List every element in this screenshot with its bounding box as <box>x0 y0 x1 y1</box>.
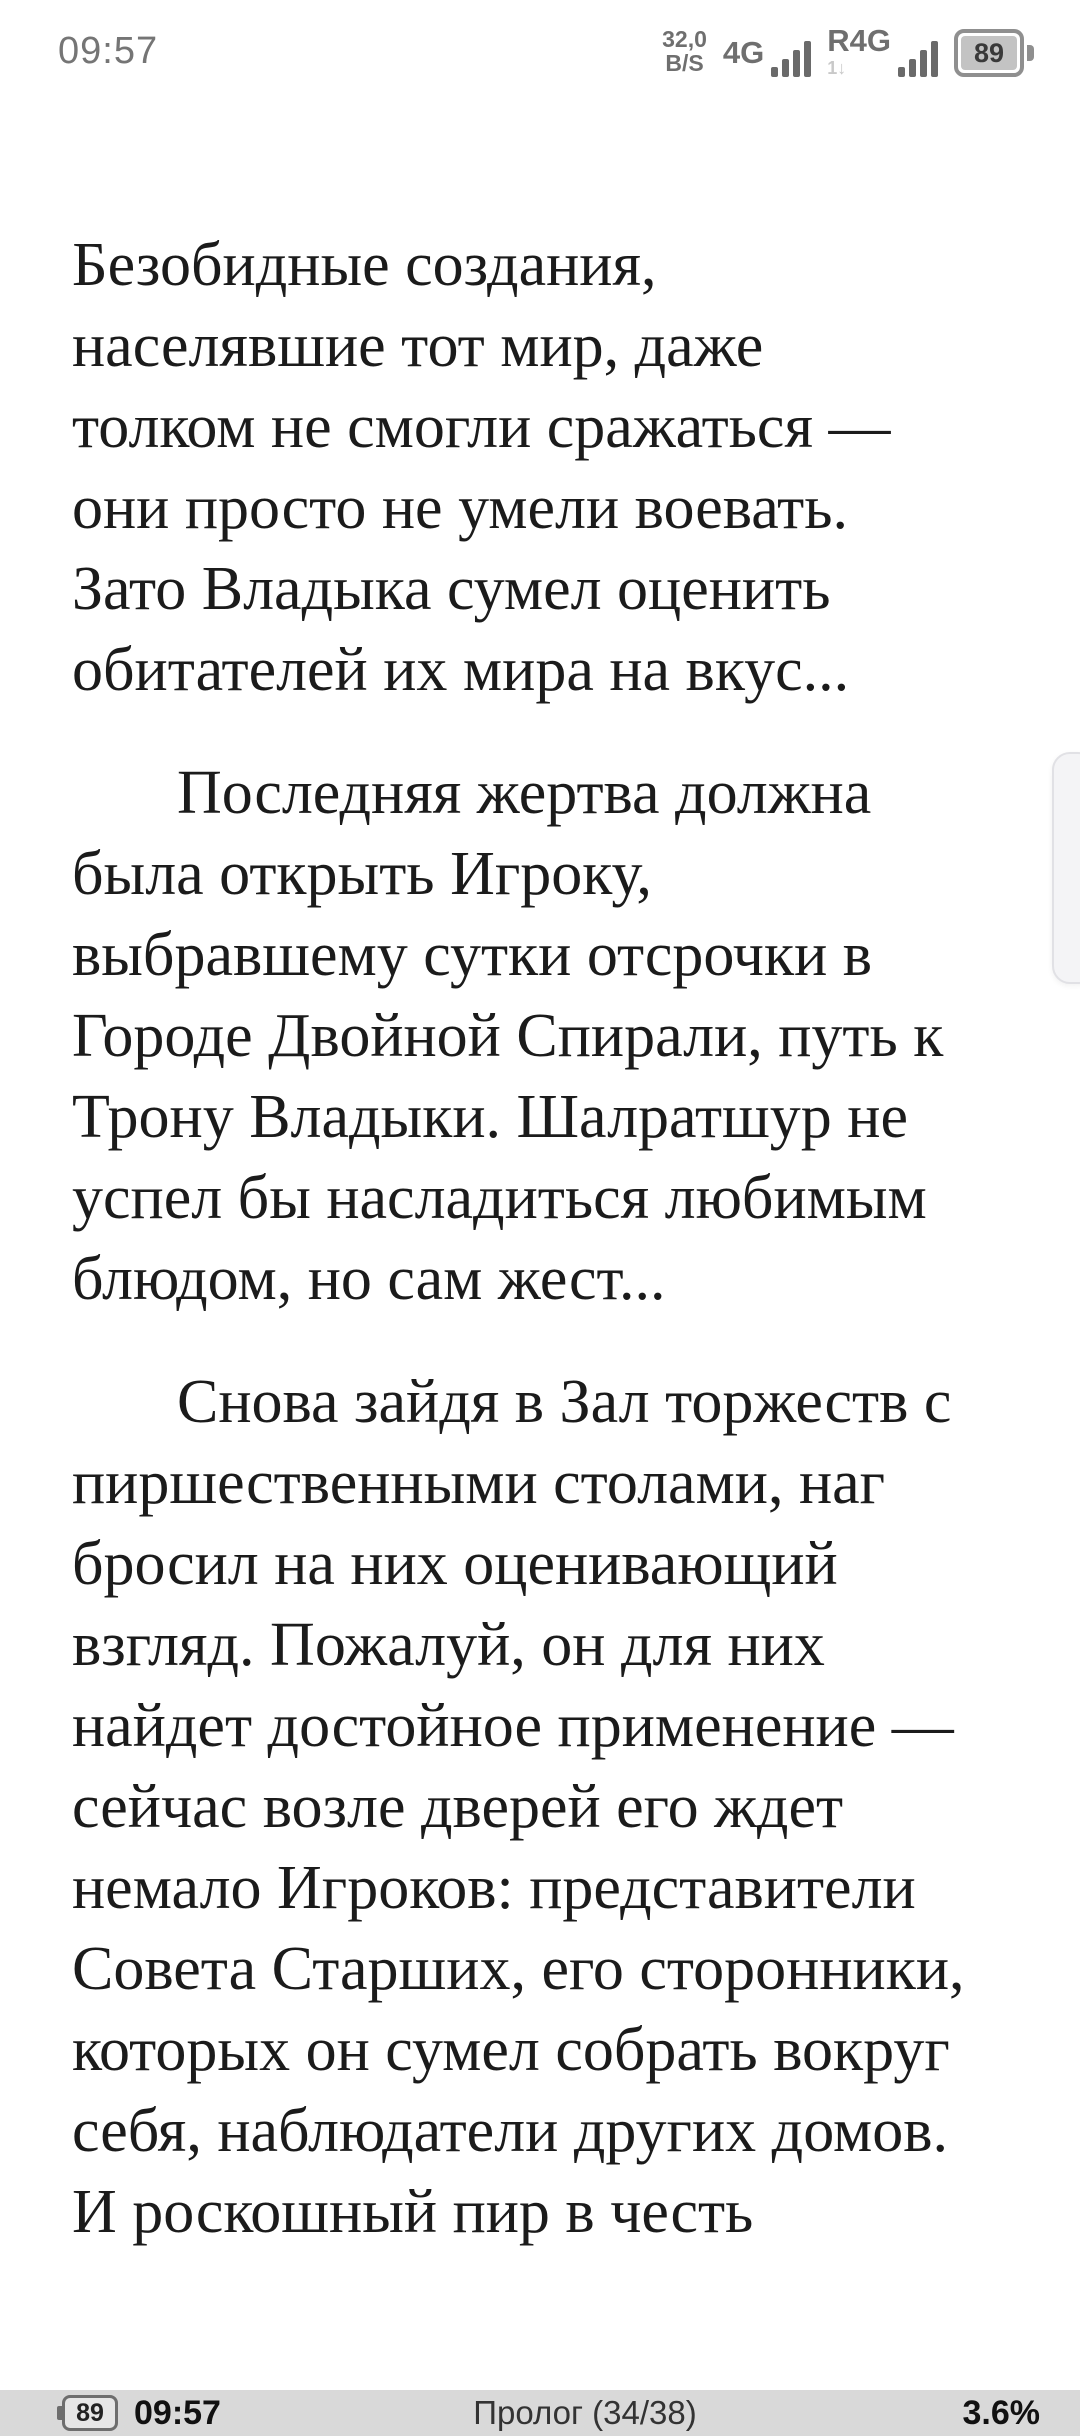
reader-status-bar <box>0 2390 1080 2436</box>
text-line: сейчас возле дверей его ждет <box>72 1773 844 1841</box>
text-line: И роскошный пир в честь <box>72 2178 754 2246</box>
text-line: выбравшему сутки отсрочки в <box>72 921 873 989</box>
book-progress-percent: 3.6% <box>962 2393 1040 2432</box>
text-line: Зато Владыка сумел оценить <box>72 555 831 623</box>
footer-battery-percent: 89 <box>76 2398 104 2427</box>
text-line: бросил на них оценивающий <box>72 1530 838 1598</box>
text-line: успел бы насладиться любимым <box>72 1164 927 1232</box>
text-line: Городе Двойной Спирали, путь к <box>72 1002 944 1070</box>
text-line: которых он сумел собрать вокруг <box>72 2016 950 2084</box>
battery-nub <box>57 2406 62 2420</box>
battery-icon <box>62 2395 118 2431</box>
text-line: себя, наблюдатели других домов. <box>72 2097 949 2165</box>
text-line: немало Игроков: представители <box>72 1854 916 1922</box>
network-speed-indicator <box>662 27 707 77</box>
footer-left-group <box>62 2394 221 2433</box>
paragraph <box>72 753 1020 1320</box>
text-line: толком не смогли сражаться — <box>72 393 891 461</box>
sim1-signal <box>723 37 811 77</box>
text-line: населявшие тот мир, даже <box>72 312 764 380</box>
battery-nub <box>1027 45 1034 61</box>
footer-time: 09:57 <box>134 2393 221 2432</box>
text-line: найдет достойное применение — <box>72 1692 954 1760</box>
sim2-signal <box>827 25 938 77</box>
net-speed-unit: B/S <box>665 50 704 76</box>
data-activity-arrow-icon: 1↓ <box>827 58 847 78</box>
text-line: Совета Старших, его сторонники, <box>72 1935 965 2003</box>
signal-bars-icon <box>898 41 938 77</box>
fast-scroll-handle[interactable] <box>1052 752 1080 984</box>
text-line: Трону Владыки. Шалратшур не <box>72 1083 909 1151</box>
signal-bars-icon <box>771 41 811 77</box>
reading-page[interactable] <box>72 225 1020 2376</box>
paragraph <box>72 1362 1020 2253</box>
text-line: взгляд. Пожалуй, он для них <box>72 1611 825 1679</box>
battery-body <box>954 29 1024 77</box>
chapter-progress: Пролог (34/38) <box>473 2394 697 2431</box>
text-line: была открыть Игроку, <box>72 840 652 908</box>
android-status-bar <box>0 0 1080 92</box>
net-speed-value: 32,0 <box>662 26 707 52</box>
text-line: обитателей их мира на вкус... <box>72 636 850 704</box>
text-line: пиршественными столами, наг <box>72 1449 886 1517</box>
status-time: 09:57 <box>58 29 159 72</box>
battery-icon <box>954 29 1034 77</box>
status-icons-cluster <box>662 25 1034 77</box>
text-line: Последняя жертва должна <box>177 759 872 827</box>
text-line: Снова зайдя в Зал торжеств с <box>177 1368 952 1436</box>
text-line: Безобидные создания, <box>72 231 657 299</box>
sim1-network-type: 4G <box>722 35 765 70</box>
text-line: блюдом, но сам жест... <box>72 1245 666 1313</box>
sim2-network-type: R4G <box>827 23 891 58</box>
battery-percent: 89 <box>961 36 1017 70</box>
text-line: они просто не умели воевать. <box>72 474 848 542</box>
book-text <box>72 225 1020 2253</box>
paragraph <box>72 225 1020 711</box>
